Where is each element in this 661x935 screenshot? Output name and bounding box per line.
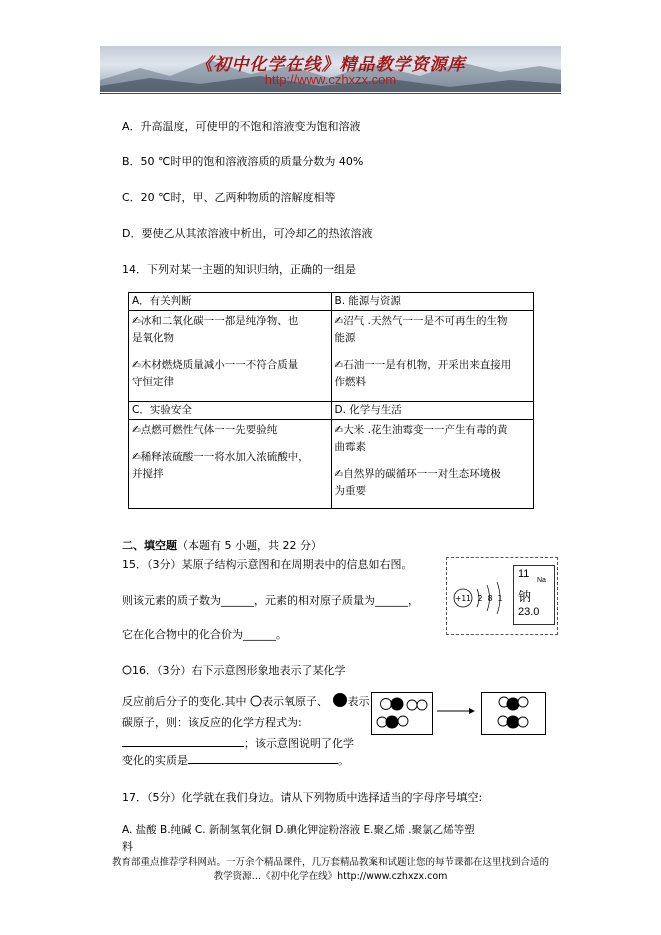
q13-option-d: D．要使乙从其浓溶液中析出，可冷却乙的热浓溶液 (122, 227, 373, 240)
shell-electrons: 2 (477, 594, 483, 603)
reaction-arrow-icon (436, 706, 476, 716)
q16-line5b: 。 (338, 754, 349, 767)
element-name: 钠 (518, 590, 532, 605)
cell-a-line: ✍木材燃烧质量减小一一不符合质量 (132, 359, 299, 371)
q16-line2b: 表示氧原子、 (262, 695, 328, 708)
q17-line1: 17．（5分）化学就在我们身边。请从下列物质中选择适当的字母序号填空: (122, 791, 483, 804)
q15-line1: 15．（3分）某原子结构示意图和在周期表中的信息如右图。 (122, 558, 413, 571)
q16-line2a: 反应前后分子的变化.其中 (122, 695, 247, 708)
cell-a-line: 是氧化物 (132, 332, 174, 344)
oxygen-atom-icon (250, 695, 262, 707)
cell-c-head: C．实验安全 (129, 402, 332, 420)
shell-electrons: 1 (497, 594, 503, 603)
carbon-atom-icon (332, 692, 348, 708)
cell-b-line: ✍石油一一是有机物，开采出来直接用 (334, 359, 512, 371)
product-molecules (482, 693, 545, 734)
cell-d-line: 为重要 (334, 485, 366, 497)
reactant-molecules (372, 693, 432, 734)
q14-table (128, 292, 534, 509)
q16-blank-equation[interactable] (122, 735, 244, 747)
nucleus-charge: +11 (455, 594, 471, 603)
header-divider (100, 93, 561, 94)
q15-figure (446, 557, 558, 635)
q16-line5 (122, 752, 349, 768)
q14-stem: 14．下列对某一主题的知识归纳，正确的一组是 (122, 263, 356, 276)
element-symbol: Na (537, 577, 546, 584)
footer-line2: 教学资源…《初中化学在线》http://www.czhxzx.com (213, 871, 448, 882)
cell-a-head: A．有关判断 (129, 293, 332, 311)
section-heading (122, 537, 322, 553)
q16-line5a: 变化的实质是 (122, 754, 188, 767)
q15-line3: 它在化合物中的化合价为______。 (122, 628, 287, 641)
cell-a-line: 守恒定律 (132, 376, 174, 388)
q13-option-c: C．20 ℃时，甲、乙两种物质的溶解度相等 (122, 191, 336, 204)
atomic-number: 11 (518, 568, 530, 580)
product-box (481, 692, 546, 735)
q16-line1 (122, 662, 346, 678)
section-note: （本题有 5 小题，共 22 分） (177, 539, 322, 552)
cell-c-line: ✍稀释浓硫酸一一将水加入浓硫酸中， (132, 451, 309, 463)
cell-d-line: 曲霉素 (334, 441, 366, 453)
cell-b-head: B. 能源与资源 (331, 293, 534, 311)
footer-line1: 教育部重点推荐学科网站。一万余个精品课件，几万套精品教案和试题让您的每节课都在这里找到合适的 (111, 857, 549, 868)
q16-line2c: 表示 (347, 695, 370, 708)
cell-a-line: ✍冰和二氧化碳一一都是纯净物、也 (132, 315, 299, 327)
shell-electrons: 8 (487, 594, 493, 603)
atomic-mass: 23.0 (518, 606, 540, 618)
q16-line3: 碳原子，则：该反应的化学方程式为: (122, 716, 302, 729)
q15-line2: 则该元素的质子数为______，元素的相对原子质量为______， (122, 594, 419, 607)
q17-line3: 料 (122, 840, 133, 853)
cell-d-line: ✍大米 .花生油霉变一一产生有毒的黄 (334, 424, 508, 436)
q13-option-a: A．升高温度，可使甲的不饱和溶液变为饱和溶液 (122, 120, 361, 133)
cell-c-line: 并搅拌 (132, 468, 164, 480)
header-banner (100, 46, 561, 92)
banner-title: 《初中化学在线》精品教学资源库 (195, 55, 466, 75)
cell-b-body (331, 311, 534, 402)
cell-b-line: 能源 (334, 332, 356, 344)
cell-d-head: D. 化学与生活 (331, 402, 534, 420)
oxygen-atom-icon (122, 665, 132, 675)
cell-c-line: ✍点燃可燃性气体一一先要验纯 (132, 424, 278, 436)
cell-b-line: 作燃料 (334, 376, 366, 388)
cell-b-line: ✍沼气 .天然气一一是不可再生的生物 (334, 315, 508, 327)
section-title: 二、填空题 (122, 539, 177, 552)
banner-url[interactable]: http://www.czhxzx.com (264, 72, 397, 87)
q16-line1-text: 16．（3分）右下示意图形象地表示了某化学 (132, 664, 346, 677)
q16-line4-text: ；该示意图说明了化学 (244, 737, 354, 750)
q16-blank-essence[interactable] (188, 752, 338, 764)
q16-line2 (122, 692, 370, 709)
cell-a-body (129, 311, 332, 402)
reactant-box (371, 692, 433, 735)
q17-line2: A. 盐酸 B.纯碱 C. 新制氢氧化铜 D.碘化钾淀粉溶液 E.聚乙烯 .聚氯乙烯等塑 (122, 824, 475, 836)
element-card (513, 565, 555, 625)
atom-structure-diagram (447, 558, 513, 634)
q16-line4 (122, 735, 354, 751)
cell-d-line: ✍自然界的碳循环一一对生态环境极 (334, 468, 501, 480)
cell-d-body (331, 420, 534, 509)
q13-option-b: B．50 ℃时甲的饱和溶液溶质的质量分数为 40% (122, 155, 364, 168)
cell-c-body (129, 420, 332, 509)
